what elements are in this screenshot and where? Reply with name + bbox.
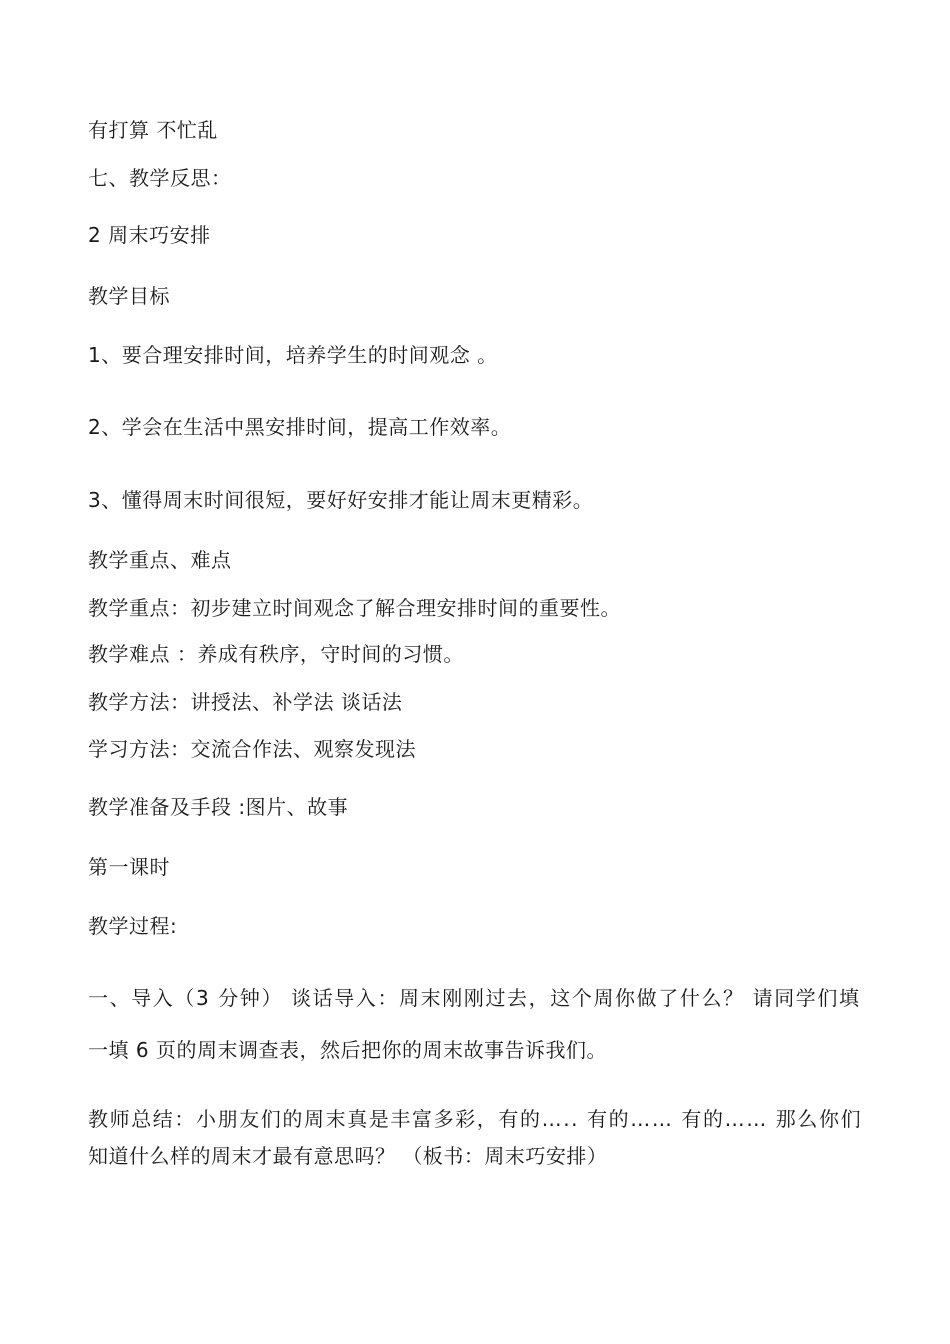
objective-item: 3、懂得周末时间很短，要好好安排才能让周末更精彩。 xyxy=(88,488,594,512)
lesson-title: 2 周末巧安排 xyxy=(88,223,211,247)
objective-item: 1、要合理安排时间，培养学生的时间观念 。 xyxy=(88,343,498,367)
objective-item: 2、学会在生活中黑安排时间，提高工作效率。 xyxy=(88,415,512,439)
section-heading: 教学过程: xyxy=(88,914,178,938)
section-heading: 教学重点、难点 xyxy=(88,548,232,572)
text-line: 学习方法：交流合作法、观察发现法 xyxy=(88,737,416,761)
text-line: 教学方法：讲授法、补学法 谈话法 xyxy=(88,690,403,714)
text-line: 有打算 不忙乱 xyxy=(88,118,218,142)
text-line: 教学难点 ：养成有秩序，守时间的习惯。 xyxy=(88,642,464,666)
paragraph-line: 一填 6 页的周末调查表，然后把你的周末故事告诉我们。 xyxy=(88,1038,607,1062)
paragraph-line: 知道什么样的周末才最有意思吗？ （板书：周末巧安排） xyxy=(88,1144,608,1168)
section-heading: 七、教学反思： xyxy=(88,166,232,190)
paragraph-line: 教师总结：小朋友们的周末真是丰富多彩，有的….. 有的…… 有的…… 那么你们 xyxy=(88,1107,863,1131)
section-heading: 教学目标 xyxy=(88,284,170,308)
section-heading: 第一课时 xyxy=(88,855,170,879)
paragraph-line: 一、导入（3 分钟） 谈话导入：周末刚刚过去，这个周你做了什么？ 请同学们填 xyxy=(88,986,861,1010)
text-line: 教学准备及手段 :图片、故事 xyxy=(88,795,349,819)
text-line: 教学重点：初步建立时间观念了解合理安排时间的重要性。 xyxy=(88,596,621,620)
